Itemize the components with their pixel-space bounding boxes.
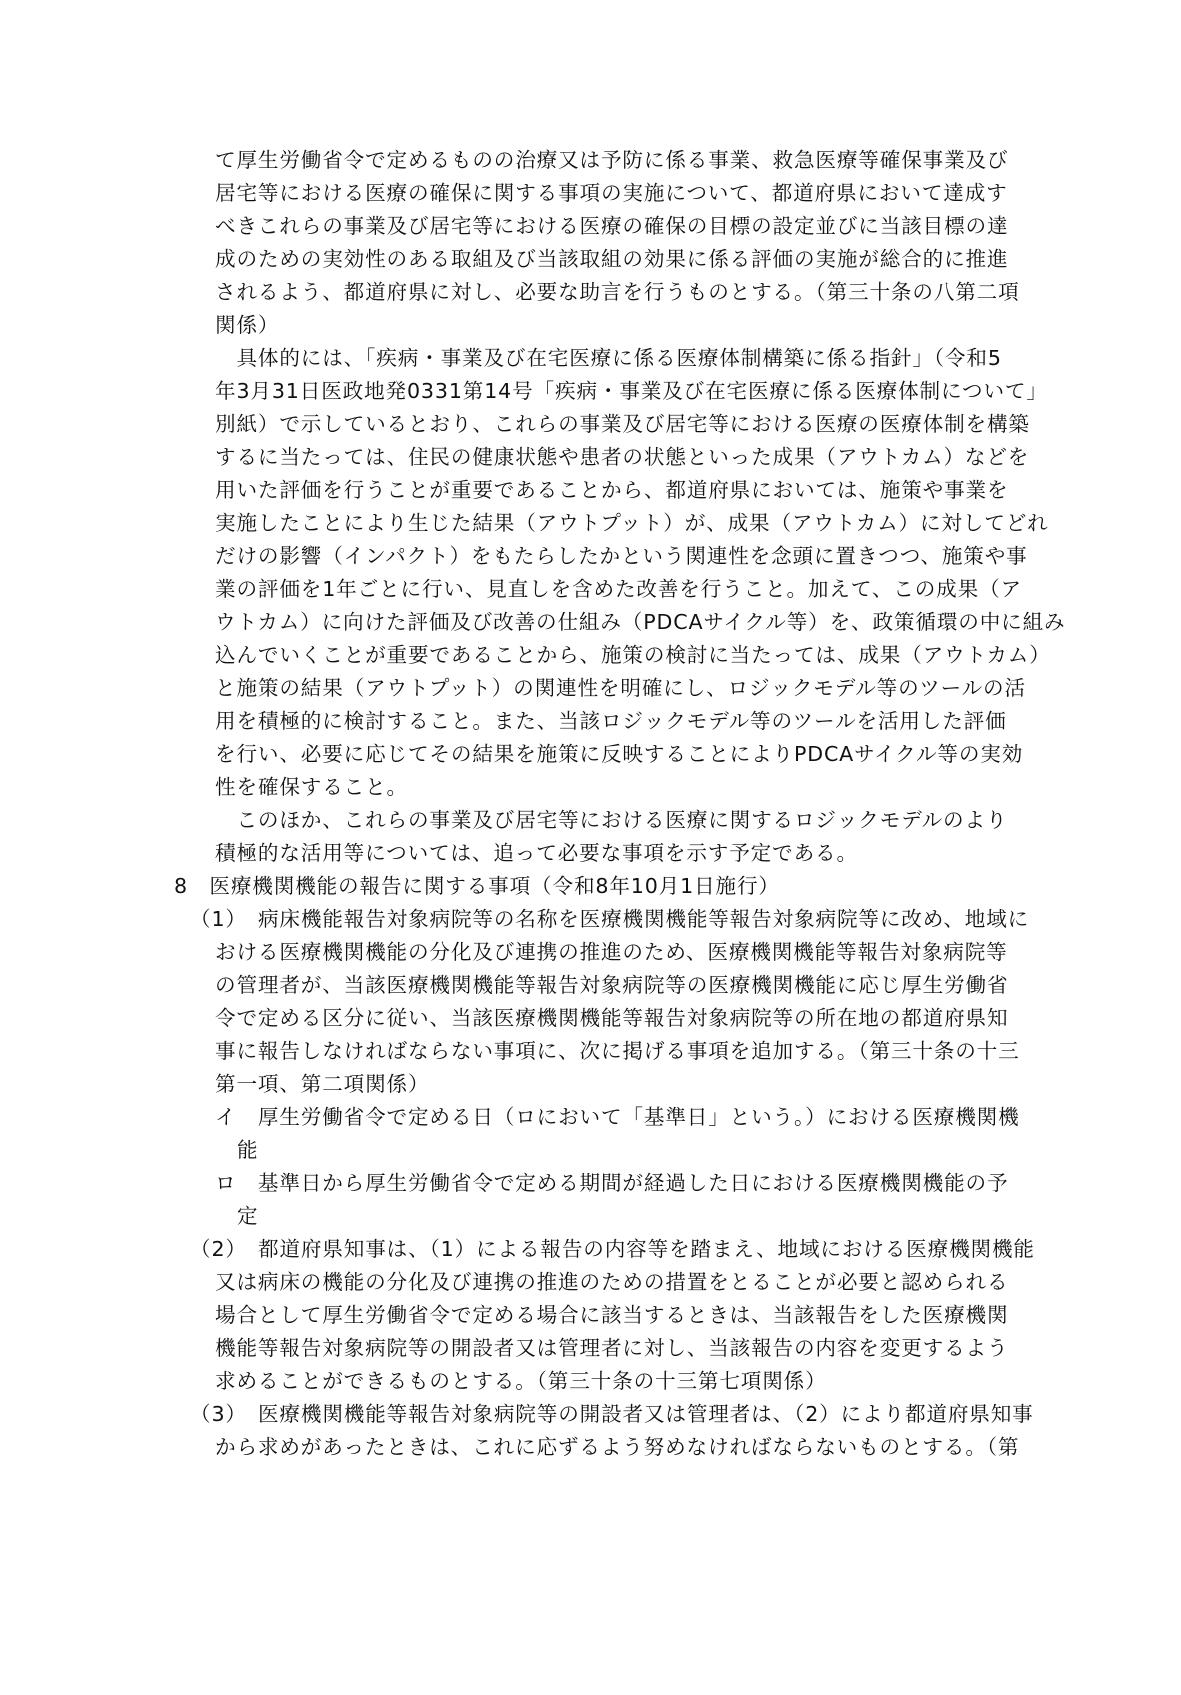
body-line: 成のための実効性のある取組及び当該取組の効果に係る評価の実施が総合的に推進	[215, 247, 1009, 271]
list-item-heading: （1） 病床機能報告対象病院等の名称を医療機関機能等報告対象病院等に改め、地域に	[190, 907, 1030, 931]
body-line: 求めることができるものとする。（第三十条の十三第七項関係）	[215, 1369, 827, 1393]
body-line: 令で定める区分に従い、当該医療機関機能等報告対象病院等の所在地の都道府県知	[215, 1006, 1009, 1030]
paragraph-start-line: 具体的には、「疾病・事業及び在宅医療に係る医療体制構築に係る指針」（令和5	[215, 346, 1002, 370]
body-line: されるよう、都道府県に対し、必要な助言を行うものとする。（第三十条の八第二項	[215, 280, 1020, 304]
body-line: 場合として厚生労働省令で定める場合に該当するときは、当該報告をした医療機関	[215, 1303, 1009, 1327]
body-line: 用いた評価を行うことが重要であることから、都道府県においては、施策や事業を	[215, 478, 1009, 502]
body-line: べきこれらの事業及び居宅等における医療の確保の目標の設定並びに当該目標の達	[215, 214, 1009, 238]
list-item-heading: （3） 医療機関機能等報告対象病院等の開設者又は管理者は、（2）により都道府県知事	[190, 1402, 1034, 1426]
body-line: 居宅等における医療の確保に関する事項の実施について、都道府県において達成す	[215, 181, 1008, 205]
body-line: 実施したことにより生じた結果（アウトプット）が、成果（アウトカム）に対してどれ	[215, 511, 1049, 535]
sub-item-line: 定	[237, 1204, 259, 1228]
body-line: 性を確保すること。	[215, 775, 408, 799]
body-line: するに当たっては、住民の健康状態や患者の状態といった成果（アウトカム）などを	[215, 445, 1030, 469]
body-line: 別紙）で示しているとおり、これらの事業及び居宅等における医療の医療体制を構築	[215, 412, 1030, 436]
body-line: と施策の結果（アウトプット）の関連性を明確にし、ロジックモデル等のツールの活	[215, 676, 1026, 700]
body-line: 関係）	[215, 313, 280, 337]
sub-item-line: 能	[237, 1138, 259, 1162]
body-line: 積極的な活用等については、追って必要な事項を示す予定である。	[215, 841, 858, 865]
section-heading: 8 医療機関機能の報告に関する事項（令和8年10月1日施行）	[174, 874, 780, 898]
body-line: ウトカム）に向けた評価及び改善の仕組み（PDCAサイクル等）を、政策循環の中に組み	[215, 610, 1066, 634]
sub-item-heading: イ 厚生労働省令で定める日（ロにおいて「基準日」という。）における医療機関機	[215, 1105, 1020, 1129]
body-line: 用を積極的に検討すること。また、当該ロジックモデル等のツールを活用した評価	[215, 709, 1007, 733]
body-line: 業の評価を1年ごとに行い、見直しを含めた改善を行うこと。加えて、この成果（ア	[215, 577, 1022, 601]
body-line: を行い、必要に応じてその結果を施策に反映することによりPDCAサイクル等の実効	[215, 742, 1024, 766]
body-line: 込んでいくことが重要であることから、施策の検討に当たっては、成果（アウトカム）	[215, 643, 1051, 667]
body-line: 年3月31日医政地発0331第14号「疾病・事業及び在宅医療に係る医療体制について」	[215, 379, 1048, 403]
body-line: 又は病床の機能の分化及び連携の推進のための措置をとることが必要と認められる	[215, 1270, 1009, 1294]
body-line: だけの影響（インパクト）をもたらしたかという関連性を念頭に置きつつ、施策や事	[215, 544, 1028, 568]
list-item-heading: （2） 都道府県知事は、（1）による報告の内容等を踏まえ、地域における医療機関機能	[190, 1237, 1035, 1261]
body-line: おける医療機関機能の分化及び連携の推進のため、医療機関機能等報告対象病院等	[215, 940, 1008, 964]
body-line: 機能等報告対象病院等の開設者又は管理者に対し、当該報告の内容を変更するよう	[215, 1336, 1009, 1360]
body-line: 事に報告しなければならない事項に、次に掲げる事項を追加する。（第三十条の十三	[215, 1039, 1020, 1063]
body-line: の管理者が、当該医療機関機能等報告対象病院等の医療機関機能に応じ厚生労働省	[215, 973, 1009, 997]
body-line: から求めがあったときは、これに応ずるよう努めなければならないものとする。（第	[215, 1435, 1020, 1459]
body-line: 第一項、第二項関係）	[215, 1072, 430, 1096]
sub-item-heading: ロ 基準日から厚生労働省令で定める期間が経過した日における医療機関機能の予	[215, 1171, 1009, 1195]
paragraph-start-line: このほか、これらの事業及び居宅等における医療に関するロジックモデルのより	[215, 808, 1008, 832]
body-line: て厚生労働省令で定めるものの治療又は予防に係る事業、救急医療等確保事業及び	[215, 148, 1009, 172]
